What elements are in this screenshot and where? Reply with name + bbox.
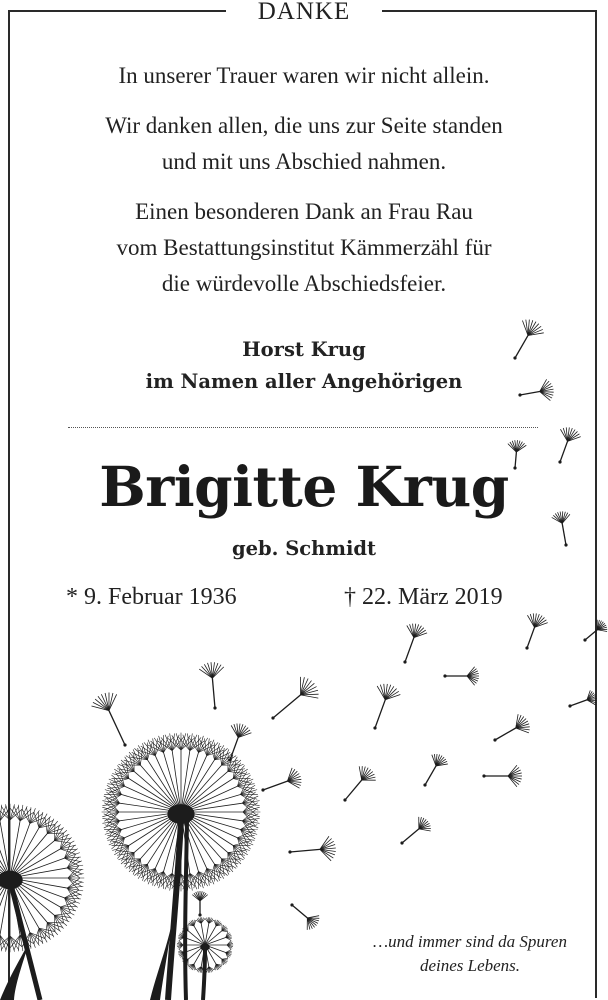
flying-seed <box>423 754 447 787</box>
flying-seed <box>288 836 335 861</box>
signature-name: Horst Krug <box>242 338 366 361</box>
flying-seed <box>552 511 570 546</box>
flying-seed <box>513 320 543 360</box>
flying-seed <box>400 817 430 845</box>
thanks-line: die würdevolle Abschiedsfeier. <box>161 271 447 296</box>
thanks-line: Wir danken allen, die uns zur Seite standen <box>105 113 503 138</box>
thanks-line: vom Bestattungsinstitut Kämmerzähl für <box>116 235 492 260</box>
birth-date: * 9. Februar 1936 <box>66 584 237 610</box>
flying-seed <box>403 624 427 664</box>
flying-seed <box>518 379 553 400</box>
flying-seed <box>199 662 224 709</box>
flying-seed <box>558 427 580 463</box>
quote-line: deines Lebens. <box>419 956 521 975</box>
flying-seed <box>228 724 251 762</box>
signature-note: im Namen aller Angehörigen <box>145 370 463 393</box>
flying-seed <box>482 765 522 787</box>
death-date: † 22. März 2019 <box>344 584 503 610</box>
flying-seed <box>343 766 375 802</box>
deceased-name: Brigitte Krug <box>99 454 509 519</box>
closing-quote <box>340 930 600 978</box>
notice-heading: DANKE <box>257 0 351 25</box>
thanks-line: In unserer Trauer waren wir nicht allein. <box>118 63 490 88</box>
maiden-name: geb. Schmidt <box>231 537 377 560</box>
flying-seed <box>271 677 318 720</box>
flying-seed <box>583 620 607 642</box>
flying-seed <box>192 891 207 917</box>
flying-seed <box>525 613 547 649</box>
flying-seed <box>261 768 301 792</box>
thanks-line: Einen besonderen Dank an Frau Rau <box>135 199 473 224</box>
flying-seed <box>92 693 127 747</box>
flying-seed <box>443 667 479 685</box>
flying-seed <box>508 440 526 469</box>
flying-seed <box>568 690 596 707</box>
dandelion-puff-left <box>0 804 84 952</box>
flying-seed <box>373 684 400 730</box>
flying-seed <box>290 903 319 929</box>
dandelion-leaf <box>0 940 30 1000</box>
quote-line: …und immer sind da Spuren <box>373 932 567 951</box>
dandelion-puff-main <box>102 733 261 892</box>
flying-seed <box>493 714 529 741</box>
thanks-line: und mit uns Abschied nahmen. <box>161 149 447 174</box>
